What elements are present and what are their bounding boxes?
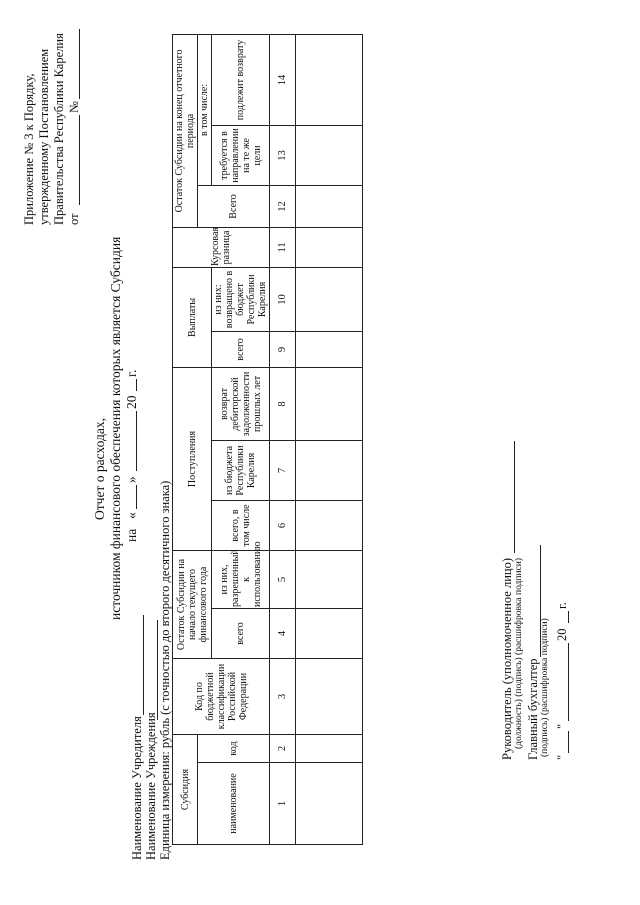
header-receipts-budget: из бюджета Республики Карелия: [212, 440, 270, 500]
header-exchange-diff: Курсовая разница: [173, 227, 270, 267]
column-numbers-row: [270, 34, 296, 844]
date-year-prefix: 20: [555, 628, 569, 641]
date-year-suffix: г.: [555, 602, 569, 609]
header-including: в том числе:: [198, 34, 212, 185]
col-num: 13: [270, 125, 296, 185]
table-cell: [296, 185, 363, 227]
founder-label: Наименование Учредителя: [130, 716, 144, 860]
header-start-total: всего: [212, 609, 270, 659]
founder-blank: [143, 615, 144, 715]
table-cell: [296, 550, 363, 608]
appendix-number-sign: №: [67, 101, 81, 113]
header-budget-code: Код по бюджетной классификации Российской Федерации: [173, 659, 270, 735]
col-num: 3: [270, 659, 296, 735]
report-day-blank: [136, 485, 137, 509]
table-cell: [296, 367, 363, 440]
appendix-date-blank: [79, 115, 80, 205]
empty-data-row: [296, 34, 363, 844]
header-name: наименование: [198, 763, 270, 845]
header-payments-returned: из них: возвращено в бюджет Республики Карелия: [212, 267, 270, 331]
table-cell: [296, 331, 363, 367]
table-cell: [296, 735, 363, 763]
header-receipts: Поступления: [173, 367, 212, 550]
header-subsidy: Субсидия: [173, 735, 198, 845]
date-open-quote: ": [555, 754, 569, 760]
report-title: Отчет о расходах,: [92, 418, 107, 520]
accountant-label: Главный бухгалтер: [526, 658, 540, 760]
table-cell: [296, 440, 363, 500]
unit-label: Единица измерения: рубль (с точностью до второго десятичного знака): [158, 480, 172, 860]
head-caption: (должность) (подпись) (расшифровка подписи): [514, 557, 524, 749]
report-year-suffix: г.: [124, 369, 139, 377]
col-num: 2: [270, 735, 296, 763]
col-num: 1: [270, 763, 296, 845]
header-end-balance: Остаток Субсидии на конец отчетного периода: [173, 34, 198, 227]
head-label: Руководитель (уполномоченное лицо): [500, 557, 514, 760]
date-year-blank: [568, 611, 569, 623]
table-cell: [296, 267, 363, 331]
col-num: 12: [270, 185, 296, 227]
header-code: код: [198, 735, 270, 763]
col-num: 11: [270, 227, 296, 267]
header-end-total: Всего: [198, 185, 270, 227]
institution-label: Наименование Учреждения: [144, 712, 158, 860]
accountant-caption: (подпись) (расшифровка подписи): [540, 618, 550, 757]
header-payments: Выплаты: [173, 267, 212, 367]
report-date-na: на: [124, 528, 139, 542]
col-num: 10: [270, 267, 296, 331]
report-date-open-quote: «: [124, 512, 139, 519]
header-start-permitted: из них, разрешенный к использованию: [212, 550, 270, 608]
date-month-blank: [568, 643, 569, 721]
date-day-blank: [568, 731, 569, 753]
report-year-prefix: 20: [124, 395, 139, 409]
table-cell: [296, 763, 363, 845]
header-end-needed: требуется в направлении на те же цели: [212, 125, 270, 185]
report-table: [172, 34, 363, 845]
header-receipts-returned: возврат дебиторской задолженности прошлых лет: [212, 367, 270, 440]
report-date-close-quote: »: [124, 476, 139, 483]
date-close-quote: ": [555, 723, 569, 729]
table-cell: [296, 34, 363, 125]
table-cell: [296, 227, 363, 267]
table-cell: [296, 659, 363, 735]
col-num: 5: [270, 550, 296, 608]
header-receipts-total: всего, в том числе: [212, 500, 270, 550]
col-num: 8: [270, 367, 296, 440]
appendix-number-blank: [79, 29, 80, 99]
col-num: 7: [270, 440, 296, 500]
table-cell: [296, 609, 363, 659]
report-subtitle: источником финансового обеспечения которых является Субсидия: [108, 236, 123, 620]
table-cell: [296, 125, 363, 185]
col-num: 9: [270, 331, 296, 367]
appendix-line-3: Правительства Республики Карелия: [52, 33, 66, 225]
col-num: 6: [270, 500, 296, 550]
appendix-line-2: утвержденному Постановлением: [37, 48, 51, 225]
appendix-line-1: Приложение № 3 к Порядку,: [22, 73, 36, 225]
table-cell: [296, 500, 363, 550]
head-signature-blank: [514, 441, 515, 553]
col-num: 4: [270, 609, 296, 659]
col-num: 14: [270, 34, 296, 125]
appendix-date-label: от: [67, 213, 81, 225]
header-payments-total: всего: [212, 331, 270, 367]
header-start-balance: Остаток Субсидии на начало текущего финансового года: [173, 550, 212, 658]
header-end-to-return: подлежит возврату: [212, 34, 270, 125]
report-year-blank: [136, 379, 137, 391]
report-month-blank: [136, 411, 137, 471]
